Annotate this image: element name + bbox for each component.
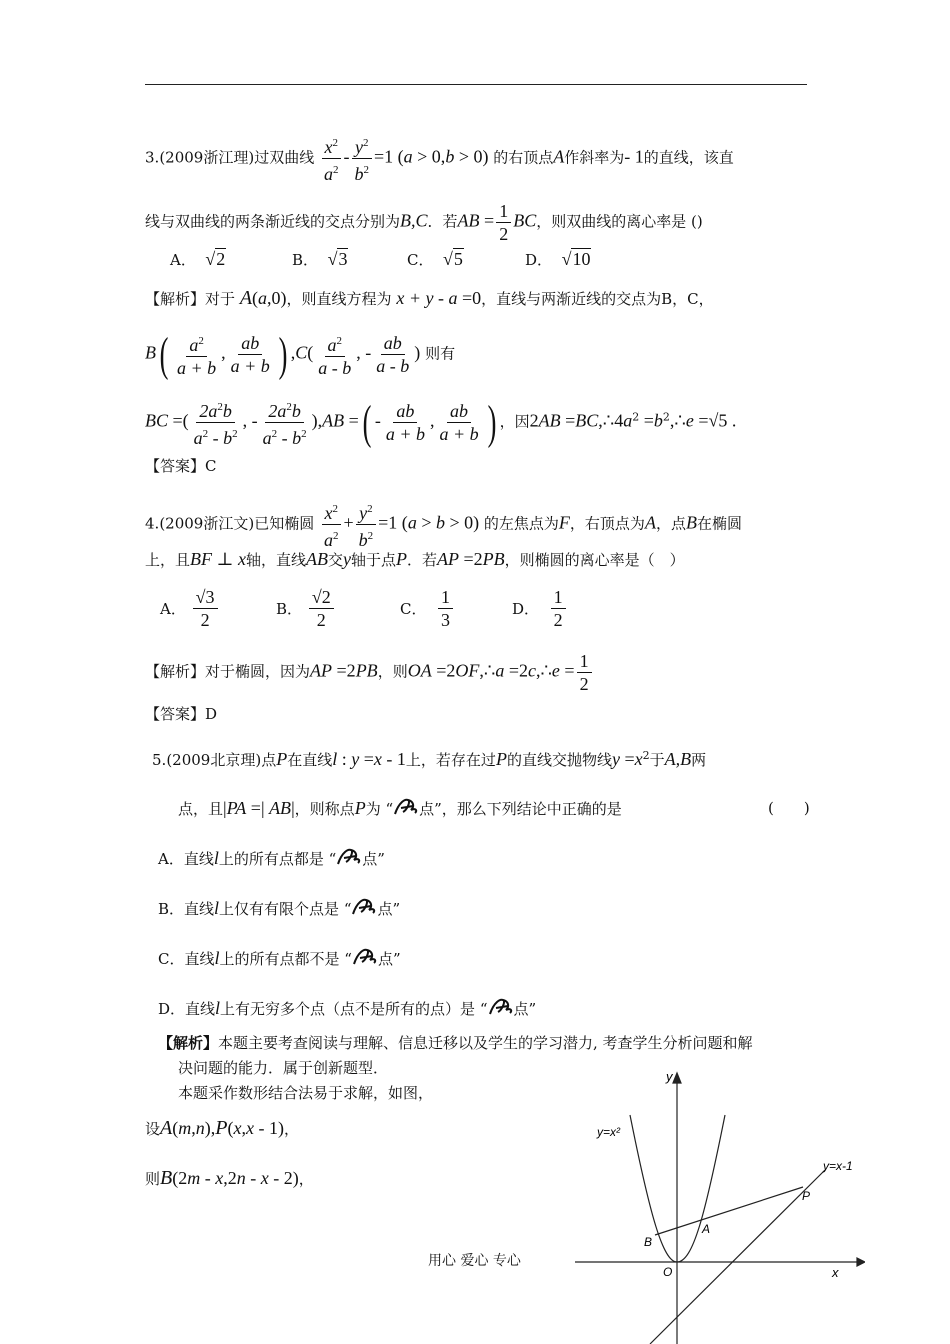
q4-text: 在椭圆 (696, 514, 742, 533)
opt-label: A．直线 (158, 850, 214, 868)
q3-text: ，则双曲线的离心率是 ( (536, 212, 697, 231)
q5-sol-text: ， (298, 1170, 314, 1188)
q5-option-d[interactable]: D．直线l上有无穷多个点（点不是所有的点）是 “ 点” (158, 998, 537, 1018)
x-axis-arrow (857, 1258, 865, 1266)
q4-text: ，点 (655, 514, 686, 533)
opt-label: D． (525, 251, 553, 269)
opt-label: D． (512, 600, 540, 618)
opt-label: C．直线 (158, 950, 215, 968)
q5-text: 的直线交抛物线 (506, 751, 612, 769)
q3-sol-text: 对于 (205, 290, 236, 308)
q4-number: 4. (145, 514, 160, 533)
q5-sol-text: 设 (145, 1120, 161, 1138)
opt-label: B． (276, 600, 303, 618)
q3-sol-text: ，因 (499, 412, 530, 431)
q3-hyperbola-x: $\frac{x^2}{a^2}$ (321, 132, 342, 185)
opt-den: 2 (316, 610, 326, 630)
q5-solution-line1 (158, 1033, 753, 1053)
q5-solution-line5: 则B(2m - x,2n - x - 2)， (145, 1167, 314, 1189)
q5-number: 5. (152, 751, 167, 769)
q5-text: 在直线 (287, 751, 333, 769)
q3-text: 作斜率为 (564, 148, 625, 167)
q3-sol-text: ，则直线方程为 (286, 290, 392, 308)
q5-text: 上，若存在过 (405, 751, 496, 769)
line-y-x-1 (650, 1170, 825, 1344)
q4-text: 轴，直线 (245, 551, 306, 569)
opt-num: √3 (193, 586, 218, 609)
q4-text: ，则椭圆的离心率是（ ） (504, 551, 685, 569)
q5-text: 点，且 (178, 800, 224, 818)
q5-text: 两 (691, 751, 707, 769)
q5-solution-line3 (178, 1083, 433, 1103)
script-a-icon (488, 998, 514, 1016)
footer-slogan: 用心 爱心 专心 (428, 1253, 521, 1269)
opt-text: 上仅有有限个点是 “ (219, 900, 352, 918)
opt-label: A． (170, 251, 196, 269)
q4-text: 已知椭圆 (254, 514, 315, 533)
q3-line2: 线与双曲线的两条渐近线的交点分别为B,C．若AB = $\frac{1}{2}$ BC，则双曲线的离心率是 () (145, 201, 703, 244)
q5-sol-text: 本题主要考查阅读与理解、信息迁移以及学生的学习潜力, 考查学生分析问题和解 (218, 1034, 753, 1052)
q5-line2: 点，且|PA =| AB|，则称点P为 “ 点”，那么下列结论中正确的是 ( ) (178, 798, 810, 818)
q3-option-c[interactable]: C． √5 (407, 249, 463, 269)
q3-option-a[interactable]: A． √2 (170, 249, 226, 269)
q3-source: (2009浙江理) (159, 148, 255, 167)
q3-text: ) (696, 212, 703, 231)
line-label: y=x-1 (823, 1159, 853, 1173)
q5-sol-text: 决问题的能力．属于创新题型． (178, 1059, 389, 1077)
origin-label: O (663, 1265, 673, 1279)
opt-num: 1 (551, 586, 566, 609)
q5-option-c[interactable]: C．直线l上的所有点都不是 “ 点” (158, 948, 401, 968)
q5-solution-line4: 设A(m,n),P(x,x - 1)， (145, 1117, 299, 1139)
opt-label: D．直线 (158, 1000, 216, 1018)
opt-label: A． (160, 600, 186, 618)
opt-end: 点” (513, 1000, 537, 1018)
q5-option-b[interactable]: B．直线l上仅有有限个点是 “ 点” (158, 898, 401, 918)
opt-label: B．直线 (158, 900, 215, 918)
q3-line1: 3.(2009浙江理)过双曲线 $\frac{x^2}{a^2}$ - $\frac{y^2}{b^2}$ =1 (a > 0,b > 0) 的右顶点A作斜率为- 1的直线，该直 (145, 132, 734, 185)
q3-text: ．若 (427, 212, 458, 231)
script-a-icon (352, 948, 378, 966)
q4-text: 上，且 (145, 551, 191, 569)
q4-text: 交 (327, 551, 343, 569)
q3-option-d[interactable]: D． √10 (525, 249, 591, 269)
opt-label: C． (400, 600, 427, 618)
parabola-line-figure (575, 1065, 865, 1344)
point-b-label: B (644, 1235, 653, 1249)
q3-text: 的直线，该直 (643, 148, 734, 167)
opt-text: 上有无穷多个点（点不是所有的点）是 “ (220, 1000, 488, 1018)
solution-label: 【解析】 (145, 662, 206, 681)
q3-solution-line3: BC =( $\frac{2a^2b}{a^2 - b^2}$ , - $\frac{2a^2b}{a^2 - b^2}$ ),AB =( - $\frac{ab}{a + b}$ , $\frac{ab}{a + b}$ ) ，因$2AB =BC,\therefore 4a^2$ $=b^2,\therefore e =√5$ . (145, 395, 737, 449)
q4-source: (2009浙江文) (159, 514, 255, 533)
q4-option-d[interactable] (512, 586, 568, 631)
q4-option-b[interactable] (276, 586, 336, 631)
q3-hyperbola-y: $\frac{y^2}{b^2}$ (352, 132, 373, 185)
script-a-icon (351, 898, 377, 916)
answer-value: D (205, 705, 218, 723)
q3-text: 过双曲线 (254, 148, 315, 167)
q3-solution-line1: 【解析】对于 A(a,0)，则直线方程为 x + y - a =0，直线与两渐近线的交点为B，C， (145, 287, 714, 309)
q3-number: 3. (145, 148, 160, 167)
q5-text: 为 “ (365, 800, 394, 818)
q5-line1: 5.(2009北京理)点P在直线l : y =x - 1上，若存在过P的直线交抛物线$y =x^2$于A,B两 (152, 749, 707, 769)
q5-bracket: ( ) (768, 799, 810, 817)
q5-sol-text: 则 (145, 1170, 161, 1188)
q4-text: 轴于点 (350, 551, 396, 569)
q5-option-a[interactable]: A．直线l上的所有点都是 “ 点” (158, 848, 385, 868)
x-axis-label: x (832, 1265, 839, 1280)
opt-end: 点” (377, 900, 401, 918)
point-a-label: A (702, 1222, 711, 1236)
solution-label: 【解析】 (158, 1034, 219, 1052)
opt-num: √2 (309, 586, 334, 609)
script-a-icon (393, 798, 419, 816)
q5-text: 于 (649, 751, 665, 769)
script-a-icon (336, 848, 362, 866)
y-axis-label: y (666, 1069, 673, 1084)
opt-value: 3 (338, 249, 348, 269)
q3-text: 的右顶点 (493, 148, 554, 167)
solution-label: 【解析】 (145, 290, 206, 308)
q4-option-c[interactable] (400, 586, 455, 631)
q3-solution-line2: B( $\frac{a^2}{a + b}$ , $\frac{ab}{a + b}$ ) ,C( $\frac{a^2}{a - b}$ , - $\frac{ab}{a - b}$ ) 则有 (145, 327, 456, 381)
q3-sol-text: ，直线与两渐近线的交点为 (481, 290, 662, 308)
opt-label: B． (292, 251, 319, 269)
opt-end: 点” (377, 950, 401, 968)
opt-den: 3 (441, 610, 451, 630)
opt-value: 2 (216, 249, 226, 269)
q4-line2: 上，且BF ⊥ x轴，直线AB交y轴于点P．若AP =2PB，则椭圆的离心率是（ ） (145, 549, 685, 569)
opt-den: 2 (200, 610, 210, 630)
q4-text: ．若 (407, 551, 438, 569)
q4-solution: 【解析】对于椭圆，因为AP =2PB，则OA =2OF,∴a =2c,∴e = $\frac{1}{2}$ (145, 650, 594, 695)
q4-answer (145, 704, 217, 724)
opt-text: 上的所有点都是 “ (218, 850, 337, 868)
top-rule (145, 84, 807, 85)
q4-line1: 4.(2009浙江文)已知椭圆 $\frac{x^2}{a^2}$ + $\frac{y^2}{b^2}$ =1 (a > b > 0) 的左焦点为F，右顶点为A，点B在椭圆 (145, 498, 742, 551)
opt-label: C． (407, 251, 434, 269)
q3-text: 线与双曲线的两条渐近线的交点分别为 (145, 212, 401, 231)
q4-text: 的左焦点为 (483, 514, 559, 533)
curve-label: y=x² (597, 1125, 621, 1139)
q5-text: 点”，那么下列结论中正确的是 (419, 800, 622, 818)
q5-sol-text: ， (283, 1120, 299, 1138)
q3-option-b[interactable]: B． √3 (292, 249, 348, 269)
q4-text: ，右顶点为 (569, 514, 645, 533)
q5-text: 点 (261, 751, 277, 769)
point-p-label: P (802, 1189, 811, 1203)
opt-den: 2 (553, 610, 563, 630)
y-axis-arrow (673, 1073, 681, 1083)
opt-end: 点” (362, 850, 385, 868)
q3-sol-text: B，C， (661, 290, 714, 308)
opt-text: 上的所有点都不是 “ (219, 950, 352, 968)
q5-solution-line2 (178, 1058, 388, 1078)
answer-label: 【答案】 (145, 705, 206, 723)
answer-label: 【答案】 (145, 457, 206, 475)
q3-sol-text: 则有 (425, 344, 456, 363)
opt-num: 1 (438, 586, 453, 609)
q3-answer (145, 456, 217, 476)
q5-source: (2009北京理) (166, 751, 262, 769)
opt-value: 5 (453, 249, 463, 269)
q4-sol-text: ，则 (377, 662, 408, 681)
q3-half: $\frac{1}{2}$ (496, 200, 511, 245)
answer-value: C (205, 457, 217, 475)
q5-text: ，则称点 (294, 800, 355, 818)
q4-sol-text: 对于椭圆，因为 (205, 662, 311, 681)
q4-option-a[interactable] (160, 586, 220, 631)
q5-sol-text: 本题采作数形结合法易于求解，如图， (178, 1084, 434, 1102)
opt-value: 10 (572, 249, 591, 269)
